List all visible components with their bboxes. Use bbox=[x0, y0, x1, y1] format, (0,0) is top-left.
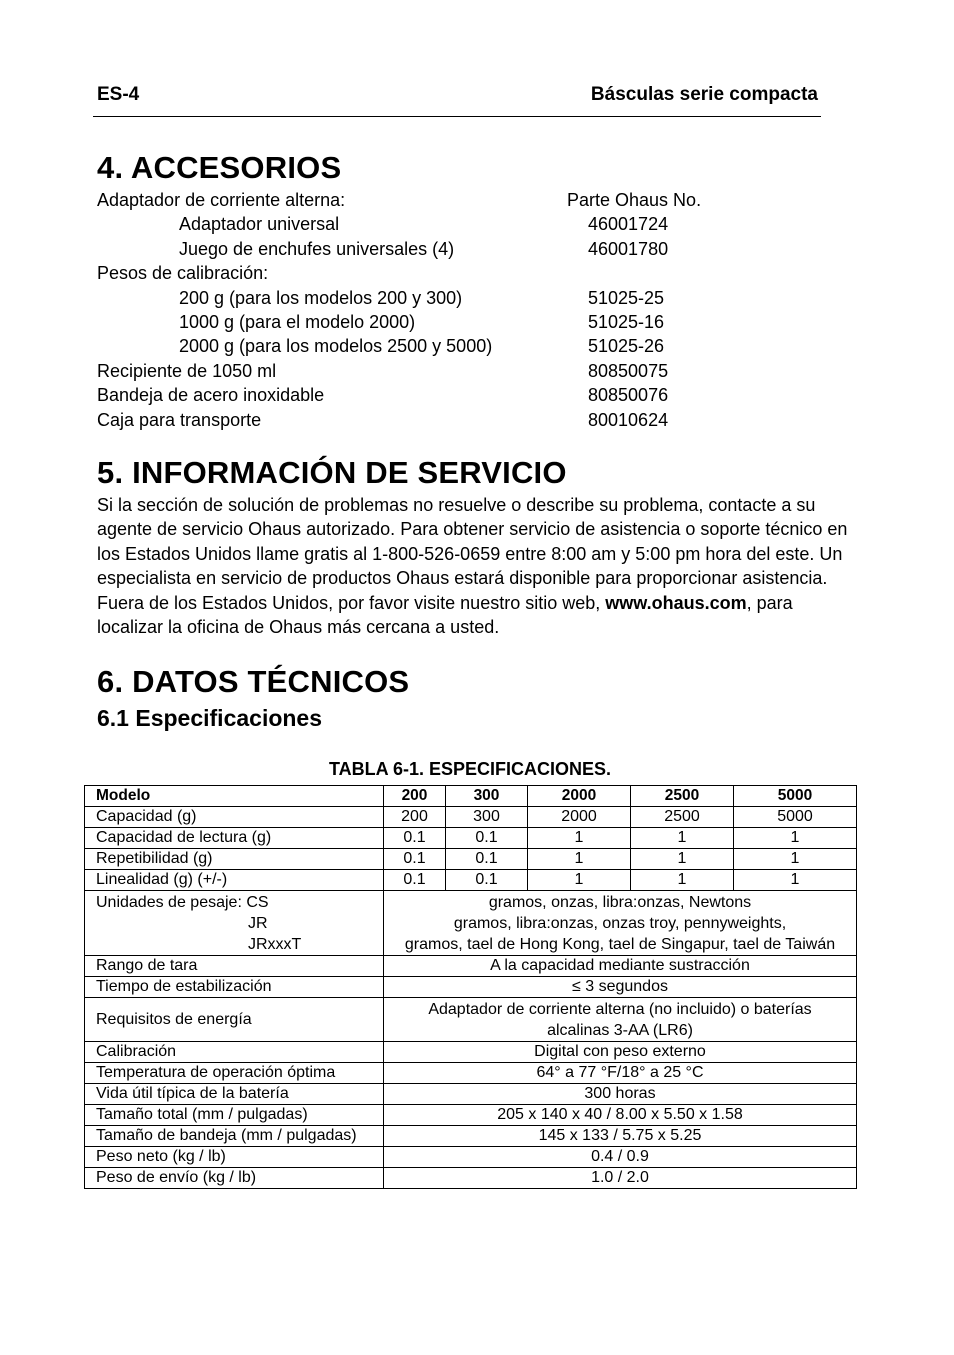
table-row-tare bbox=[85, 956, 857, 977]
units-label-cell bbox=[85, 891, 384, 956]
accessory-label: 2000 g (para los modelos 2500 y 5000) bbox=[179, 336, 493, 357]
units-value-jr: gramos, libra:onzas, onzas troy, pennyweights, bbox=[453, 914, 787, 932]
header-model-2000: 2000 bbox=[528, 786, 631, 807]
units-label-cs: Unidades de pesaje: CS bbox=[96, 893, 269, 911]
service-text: Si la sección de solución de problemas no resuelve o describe su problema, contacte a su agente de servicio Ohaus autorizado. Para obtener servicio de asistencia o soporte técnico en los Estados Unidos llame gratis al 1-800-526-0659 entre 8:00 am y 5:00 pm hora del este. Un especialista en servicio de productos Ohaus estará disponible para proporcionar asistencia. Fuera de los Estados Unidos, por favor visite nuestro sitio web, bbox=[97, 495, 848, 613]
row-label: Temperatura de operación óptima bbox=[85, 1063, 384, 1084]
spec-table bbox=[84, 785, 857, 1189]
row-value: 1 bbox=[528, 828, 631, 849]
table-row-units bbox=[85, 891, 857, 956]
table-header-row bbox=[85, 786, 857, 807]
tare-label: Rango de tara bbox=[85, 956, 384, 977]
accessory-row bbox=[97, 261, 857, 285]
row-label: Linealidad (g) (+/-) bbox=[85, 870, 384, 891]
accessory-part-number: 51025-16 bbox=[588, 311, 665, 332]
row-label: Tamaño total (mm / pulgadas) bbox=[85, 1105, 384, 1126]
table-row bbox=[85, 1168, 857, 1189]
units-value-cs: gramos, onzas, libra:onzas, Newtons bbox=[488, 893, 752, 911]
row-value: 0.1 bbox=[384, 849, 446, 870]
accessory-row bbox=[97, 334, 857, 358]
row-value: 300 bbox=[446, 807, 528, 828]
accessory-label: 200 g (para los modelos 200 y 300) bbox=[179, 287, 463, 308]
power-label: Requisitos de energía bbox=[85, 998, 384, 1042]
table-row bbox=[85, 1126, 857, 1147]
accessory-row bbox=[97, 286, 857, 310]
row-value: 0.1 bbox=[446, 828, 528, 849]
table-caption: TABLA 6-1. ESPECIFICACIONES. bbox=[328, 759, 612, 779]
tare-value: A la capacidad mediante sustracción bbox=[384, 956, 857, 977]
accessory-part-number: 80010624 bbox=[588, 409, 669, 430]
row-value: 0.1 bbox=[384, 828, 446, 849]
accessory-row bbox=[97, 237, 857, 261]
accessory-part-number: 51025-25 bbox=[588, 287, 665, 308]
row-label: Capacidad (g) bbox=[85, 807, 384, 828]
table-row bbox=[85, 1042, 857, 1063]
header-model-300: 300 bbox=[446, 786, 528, 807]
row-value: 0.1 bbox=[446, 849, 528, 870]
row-label: Capacidad de lectura (g) bbox=[85, 828, 384, 849]
row-value: 1 bbox=[734, 849, 857, 870]
accessory-part-number: 80850075 bbox=[588, 360, 669, 381]
units-value-cell bbox=[384, 891, 857, 956]
row-value: 1 bbox=[631, 870, 734, 891]
header-model-200: 200 bbox=[384, 786, 446, 807]
units-label-jrxxxt: JRxxxT bbox=[248, 935, 302, 953]
spec-subheading: 6.1 Especificaciones bbox=[97, 705, 323, 731]
power-value-line2: alcalinas 3-AA (LR6) bbox=[547, 1021, 693, 1039]
row-value: 0.1 bbox=[384, 870, 446, 891]
header-model-2500: 2500 bbox=[631, 786, 734, 807]
units-label-jr: JR bbox=[248, 914, 268, 932]
accessory-part-number: 51025-26 bbox=[588, 336, 665, 357]
row-label: Tamaño de bandeja (mm / pulgadas) bbox=[85, 1126, 384, 1147]
row-value: Digital con peso externo bbox=[384, 1042, 857, 1063]
table-row bbox=[85, 1147, 857, 1168]
accessory-row bbox=[97, 188, 857, 212]
power-value-line1: Adaptador de corriente alterna (no incluido) o baterías bbox=[428, 1000, 812, 1018]
row-value: 5000 bbox=[734, 807, 857, 828]
row-value: 0.1 bbox=[446, 870, 528, 891]
accessory-label: 1000 g (para el modelo 2000) bbox=[179, 311, 416, 332]
row-value: 1 bbox=[631, 828, 734, 849]
row-label: Vida útil típica de la batería bbox=[85, 1084, 384, 1105]
accessory-part-number: 46001780 bbox=[588, 238, 669, 259]
row-label: Calibración bbox=[85, 1042, 384, 1063]
accessory-part-number: 46001724 bbox=[588, 214, 669, 235]
row-value: 1 bbox=[734, 828, 857, 849]
row-value: 2500 bbox=[631, 807, 734, 828]
header-rule bbox=[93, 116, 821, 117]
tech-data-heading: 6. DATOS TÉCNICOS bbox=[97, 664, 410, 699]
row-value: 1 bbox=[734, 870, 857, 891]
accessory-part-number: Parte Ohaus No. bbox=[567, 190, 702, 210]
accessories-list bbox=[97, 188, 857, 432]
accessory-label: Recipiente de 1050 ml bbox=[97, 360, 277, 381]
header-model-5000: 5000 bbox=[734, 786, 857, 807]
accessory-label: Caja para transporte bbox=[97, 409, 262, 430]
accessory-label: Bandeja de acero inoxidable bbox=[97, 385, 325, 406]
row-label: Peso neto (kg / lb) bbox=[85, 1147, 384, 1168]
table-row bbox=[85, 849, 857, 870]
power-value-cell bbox=[384, 998, 857, 1042]
table-row bbox=[85, 1105, 857, 1126]
table-row bbox=[85, 1084, 857, 1105]
accessory-row bbox=[97, 359, 857, 383]
stabilization-label: Tiempo de estabilización bbox=[85, 977, 384, 998]
row-value: 1 bbox=[528, 849, 631, 870]
accessory-row bbox=[97, 212, 857, 236]
units-value-jrxxxt: gramos, tael de Hong Kong, tael de Singapur, tael de Taiwán bbox=[404, 935, 836, 953]
accessory-label: Adaptador de corriente alterna: bbox=[97, 190, 346, 210]
table-row bbox=[85, 1063, 857, 1084]
service-paragraph bbox=[97, 493, 862, 639]
row-label: Peso de envío (kg / lb) bbox=[85, 1168, 384, 1189]
row-value: 1 bbox=[528, 870, 631, 891]
website-link[interactable]: www.ohaus.com bbox=[605, 592, 747, 613]
accessory-row bbox=[97, 383, 857, 407]
table-row bbox=[85, 870, 857, 891]
row-value: 1 bbox=[631, 849, 734, 870]
row-value: 64° a 77 °F/18° a 25 °C bbox=[384, 1063, 857, 1084]
page-number: ES-4 bbox=[97, 84, 140, 105]
document-title: Básculas serie compacta bbox=[590, 84, 818, 105]
accessory-row bbox=[97, 408, 857, 432]
row-value: 300 horas bbox=[384, 1084, 857, 1105]
accessory-part-number: 80850076 bbox=[588, 385, 669, 406]
row-value: 0.4 / 0.9 bbox=[384, 1147, 857, 1168]
row-value: 200 bbox=[384, 807, 446, 828]
row-value: 1.0 / 2.0 bbox=[384, 1168, 857, 1189]
accessories-heading: 4. ACCESORIOS bbox=[97, 150, 342, 185]
table-row-stabilization bbox=[85, 977, 857, 998]
stabilization-value: ≤ 3 segundos bbox=[384, 977, 857, 998]
service-heading: 5. INFORMACIÓN DE SERVICIO bbox=[97, 455, 567, 490]
row-label: Repetibilidad (g) bbox=[85, 849, 384, 870]
row-value: 205 x 140 x 40 / 8.00 x 5.50 x 1.58 bbox=[384, 1105, 857, 1126]
accessory-row bbox=[97, 310, 857, 334]
accessory-label: Adaptador universal bbox=[179, 214, 340, 235]
accessory-label: Pesos de calibración: bbox=[97, 263, 269, 284]
service-text-end: , para localizar la oficina de Ohaus más cercana a usted. bbox=[97, 592, 793, 638]
accessory-label: Juego de enchufes universales (4) bbox=[179, 238, 455, 259]
row-value: 145 x 133 / 5.75 x 5.25 bbox=[384, 1126, 857, 1147]
header-model: Modelo bbox=[85, 786, 384, 807]
table-row bbox=[85, 807, 857, 828]
page-header bbox=[97, 84, 818, 110]
table-row bbox=[85, 828, 857, 849]
table-row-power bbox=[85, 998, 857, 1042]
row-value: 2000 bbox=[528, 807, 631, 828]
